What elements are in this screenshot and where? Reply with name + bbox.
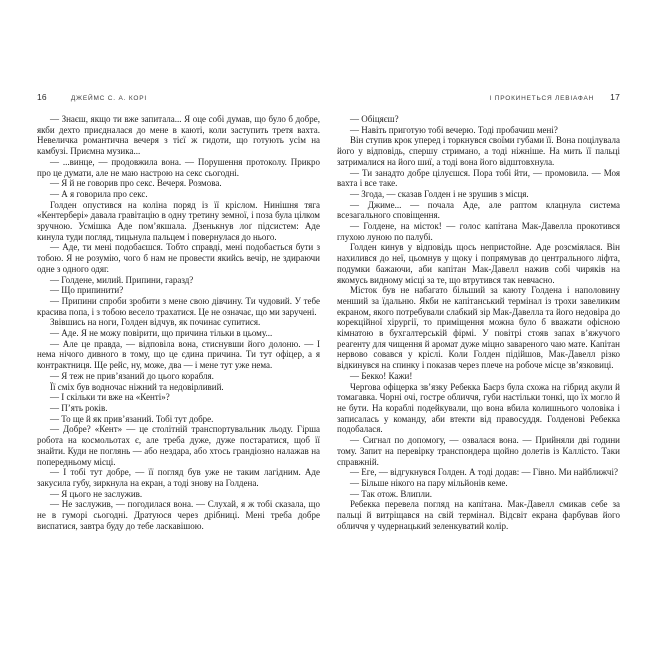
- paragraph: — Припини спроби зробити з мене свою дівчину. Ти чудовий. У тебе красива попа, і з тобою весело трахатися. Це не означає, що ми заручені.: [37, 295, 320, 317]
- running-head-left: [37, 92, 320, 102]
- paragraph: Місток був не набагато більший за каюту Голдена і наполовину менший за їдальню. Якби не капітанський термінал із трохи завеликим екраном, якого потребували слабкий зір Мак-Давелла та його недовіра до корекційної хірургії, то приміщення можна було б вважати офісною кімнатою в бухгалтерській фірмі. У повітрі стояв запах в’яжучого реагенту для чищення й аромат дуже міцно завареного чаю мате. Капітан нервово совався у кріслі. Коли Голден підійшов, Мак-Давелл різко відкинувся на спинку і показав через плече на робоче місце зв’язковиці.: [337, 285, 620, 371]
- paragraph: Голден опустився на коліна поряд із її кріслом. Нинішня тяга «Кентербері» давала гравітацію в одну третину земної, і поза була цілком зручною. Усмішка Аде пом’якшала. Дзенькнув лоґ підсистем: Аде кинула туди погляд, тицьнула пальцем і повернулася до нього.: [37, 199, 320, 242]
- paragraph: — Згода, — сказав Голден і не зрушив з місця.: [350, 188, 529, 199]
- left-page-text: [37, 114, 320, 531]
- paragraph: — Сигнал по допомогу, — озвалася вона. — Прийняли дві години тому. Запит на перевірку транспондера щойно долетів із Каллісто. Таки справжній.: [337, 435, 620, 467]
- paragraph: — Так отож. Влипли.: [350, 488, 433, 499]
- paragraph: — Голдене, на місток! — голос капітана Мак-Давелла прокотився глухою луною по палубі.: [337, 221, 620, 242]
- running-head-author: ДЖЕЙМС С. А. КОРІ: [70, 95, 147, 102]
- paragraph: — Не заслужив, — погодилася вона. — Слухай, я ж тобі сказала, що не в гуморі сьогодні. Дратуюся через дрібниці. Мені треба добре виспатися, завтра буду до тебе ласкавішою.: [37, 499, 320, 531]
- paragraph: — Аде. Я не можу повірити, що причина тільки в цьому...: [50, 328, 273, 339]
- paragraph: — Обіцяєш?: [350, 114, 399, 124]
- paragraph: — Але це правда, — відповіла вона, стиснувши його долоню. — І нема нічого дивного в тому, що це єдина причина. Ти тут офіцер, а я контрактниця. Ще рейс, ну, може, два — і мене тут уже нема.: [37, 338, 320, 371]
- paragraph: — Знаєш, якщо ти вже запитала... Я оце собі думав, що було б добре, якби дехто приєдналася до мене в каюті, коли заступить третя вахта. Невеличка романтична вечеря з тієї ж гидоти, що готують усім на камбузі. Приємна музика...: [37, 114, 320, 157]
- paragraph: Чергова офіцерка зв’язку Ребекка Баєрз була схожа на гібрид акули й томагавка. Чорні очі, гостре обличчя, губи настільки тонкі, що їх могло й не бути. На кораблі подейкували, що вона вбила колишнього чоловіка і записалась у команду, аби втекти від правосуддя. Голденові Ребекка подобалася.: [337, 381, 620, 435]
- paragraph: — Бекко! Кажи!: [350, 370, 413, 381]
- paragraph: — Ти занадто добре цілуєшся. Пора тобі йти, — промовила. — Моя вахта і все таке.: [337, 167, 620, 189]
- paragraph: — Я теж не прив’язаний до цього корабля.: [50, 370, 214, 381]
- paragraph: — Я й не говорив про секс. Вечеря. Розмова.: [50, 178, 222, 189]
- paragraph: — Джиме... — почала Аде, але раптом клацнула система всезагального сповіщення.: [337, 199, 620, 221]
- paragraph: — Добре? «Кент» — це столітній транспортувальник льоду. Гірша робота на космольотах є, але треба дуже, дуже постаратися, щоб її знайти. Куди не поглянь — або нездара, або хтось грандіозно налажав на попередньому місці.: [37, 424, 320, 467]
- paragraph: — То ще й як прив’язаний. Тобі тут добре.: [50, 413, 214, 424]
- paragraph: Він ступив крок уперед і торкнувся своїми губами її. Вона поцілувала його у відповідь, спершу стримано, а тоді ніжніше. На мить її пальці затрималися на його шиї, а тоді вона його відштовхнула.: [337, 135, 620, 167]
- paragraph: — ...винце, — продовжила вона. — Порушення протоколу. Прикро про це думати, але не маю настрою на секс сьогодні.: [37, 156, 320, 178]
- right-page: [337, 92, 620, 650]
- right-page-text: [337, 114, 620, 531]
- page-number-right: 17: [610, 92, 620, 102]
- running-head-book-title: І ПРОКИНЕТЬСЯ ЛЕВІАФАН: [489, 95, 595, 102]
- paragraph: Ребекка перевела погляд на капітана. Мак-Давелл смикав себе за пальці й витріщався на свій термінал. Відсвіт екрана фарбував його обличчя у чудернацький зеленкуватий колір.: [337, 499, 620, 531]
- running-head-right: [337, 92, 620, 102]
- paragraph: Звівшись на ноги, Голден відчув, як починає супитися.: [50, 317, 261, 328]
- paragraph: — І скільки ти вже на «Кенті»?: [50, 392, 170, 403]
- paragraph: — Навіть приготую тобі вечерю. Тоді пробачиш мені?: [350, 124, 558, 135]
- paragraph: Голден кинув у відповідь щось непристойне. Аде розсміялася. Він нахилився до неї, цьомнув у щоку і попрямував до центрального ліфта, подумки бажаючи, аби капітан Мак-Давелл нажив собі чиряків на якомусь видному місці за те, що втрутився так невчасно.: [337, 242, 620, 285]
- paragraph: — Еге, — відгукнувся Голден. А тоді додав: — Гівно. Ми найближчі?: [350, 467, 618, 478]
- page-number-left: 16: [37, 92, 47, 102]
- paragraph: — Що припинити?: [50, 285, 124, 296]
- paragraph: — А я говорила про секс.: [50, 188, 148, 199]
- paragraph: — І тобі тут добре, — її погляд був уже не таким лагідним. Аде закусила губу, зиркнула на екран, а тоді знову на Голдена.: [37, 467, 320, 488]
- paragraph: — Аде, ти мені подобаєшся. Тобто справді, мені подобається бути з тобою. Я не розумію, чого б нам не провести якийсь вечір, не здираючи одне з одного одяг.: [37, 242, 320, 274]
- paragraph: — П’ять років.: [50, 402, 108, 413]
- paragraph: — Більше нікого на пару мільйонів кеме.: [350, 477, 508, 488]
- paragraph: Її сміх був водночас ніжний та недовірливий.: [50, 381, 224, 392]
- paragraph: — Я цього не заслужив.: [50, 488, 143, 499]
- paragraph: — Голдене, милий. Припини, гаразд?: [50, 274, 194, 285]
- left-page: [37, 92, 320, 650]
